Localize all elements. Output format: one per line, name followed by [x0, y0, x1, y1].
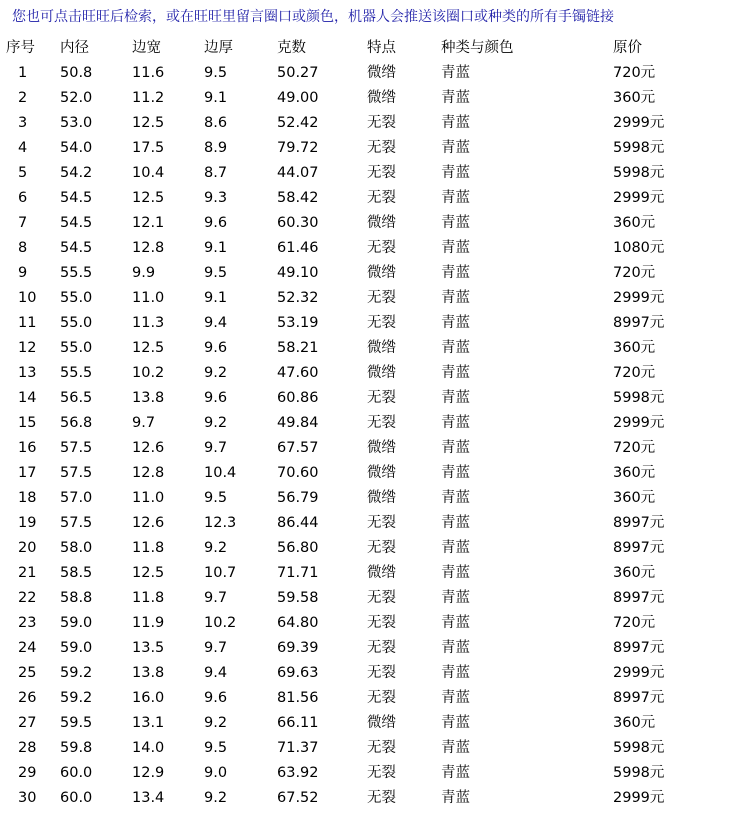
cell-price: 2999元: [613, 415, 665, 431]
cell-weight: 81.56: [277, 690, 319, 706]
cell-thickness: 9.4: [204, 315, 228, 331]
cell-thickness: 9.5: [204, 65, 228, 81]
cell-thickness: 9.3: [204, 190, 228, 206]
table-body: [0, 61, 700, 811]
cell-index: 8: [18, 240, 28, 256]
cell-price: 5998元: [613, 740, 665, 756]
cell-thickness: 10.7: [204, 565, 237, 581]
cell-feature: 无裂: [367, 165, 396, 181]
cell-index: 22: [18, 590, 37, 606]
cell-inner-diameter: 54.5: [60, 240, 93, 256]
cell-width: 11.2: [132, 90, 165, 106]
cell-index: 11: [18, 315, 37, 331]
cell-width: 11.0: [132, 490, 165, 506]
cell-thickness: 9.6: [204, 690, 228, 706]
notice-text: 您也可点击旺旺后检索，或在旺旺里留言圈口或颜色，机器人会推送该圈口或种类的所有手镯链接: [12, 9, 614, 25]
cell-width: 10.4: [132, 165, 165, 181]
cell-weight: 53.19: [277, 315, 319, 331]
cell-thickness: 9.7: [204, 590, 228, 606]
table-row: [0, 636, 700, 661]
cell-weight: 66.11: [277, 715, 319, 731]
cell-inner-diameter: 57.0: [60, 490, 93, 506]
bracelet-table: [0, 36, 700, 811]
cell-price: 8997元: [613, 690, 665, 706]
cell-width: 12.5: [132, 565, 165, 581]
cell-feature: 微绺: [367, 90, 396, 106]
cell-width: 11.6: [132, 65, 165, 81]
table-row: [0, 536, 700, 561]
cell-width: 17.5: [132, 140, 165, 156]
cell-width: 12.9: [132, 765, 165, 781]
cell-type-color: 青蓝: [441, 490, 470, 506]
table-row: [0, 561, 700, 586]
header-type-color: 种类与颜色: [441, 40, 514, 56]
cell-feature: 无裂: [367, 515, 396, 531]
cell-price: 8997元: [613, 540, 665, 556]
cell-inner-diameter: 57.5: [60, 515, 93, 531]
cell-inner-diameter: 57.5: [60, 465, 93, 481]
cell-feature: 无裂: [367, 390, 396, 406]
cell-weight: 44.07: [277, 165, 319, 181]
cell-weight: 58.42: [277, 190, 319, 206]
cell-width: 12.8: [132, 465, 165, 481]
cell-index: 3: [18, 115, 28, 131]
cell-type-color: 青蓝: [441, 90, 470, 106]
table-row: [0, 186, 700, 211]
cell-inner-diameter: 50.8: [60, 65, 93, 81]
cell-index: 12: [18, 340, 37, 356]
cell-thickness: 9.2: [204, 715, 228, 731]
cell-weight: 64.80: [277, 615, 319, 631]
cell-index: 26: [18, 690, 37, 706]
table-header: [0, 36, 700, 61]
cell-type-color: 青蓝: [441, 415, 470, 431]
cell-thickness: 9.7: [204, 640, 228, 656]
cell-feature: 无裂: [367, 690, 396, 706]
cell-feature: 微绺: [367, 215, 396, 231]
cell-index: 17: [18, 465, 37, 481]
cell-feature: 无裂: [367, 190, 396, 206]
cell-price: 360元: [613, 715, 656, 731]
cell-weight: 49.00: [277, 90, 319, 106]
table-row: [0, 486, 700, 511]
cell-width: 13.5: [132, 640, 165, 656]
cell-feature: 无裂: [367, 290, 396, 306]
table-row: [0, 336, 700, 361]
cell-feature: 无裂: [367, 740, 396, 756]
cell-thickness: 9.5: [204, 740, 228, 756]
cell-width: 12.6: [132, 515, 165, 531]
cell-type-color: 青蓝: [441, 465, 470, 481]
cell-feature: 无裂: [367, 665, 396, 681]
table-row: [0, 361, 700, 386]
cell-weight: 60.86: [277, 390, 319, 406]
cell-inner-diameter: 58.0: [60, 540, 93, 556]
cell-price: 720元: [613, 615, 656, 631]
cell-feature: 无裂: [367, 790, 396, 806]
cell-price: 2999元: [613, 190, 665, 206]
cell-weight: 79.72: [277, 140, 319, 156]
header-thickness: 边厚: [204, 40, 233, 56]
cell-weight: 52.42: [277, 115, 319, 131]
cell-feature: 微绺: [367, 465, 396, 481]
cell-inner-diameter: 59.2: [60, 665, 93, 681]
cell-index: 30: [18, 790, 37, 806]
table-row: [0, 86, 700, 111]
cell-type-color: 青蓝: [441, 790, 470, 806]
cell-index: 25: [18, 665, 37, 681]
cell-price: 8997元: [613, 640, 665, 656]
cell-width: 12.5: [132, 115, 165, 131]
cell-type-color: 青蓝: [441, 215, 470, 231]
cell-weight: 58.21: [277, 340, 319, 356]
cell-inner-diameter: 58.5: [60, 565, 93, 581]
table-row: [0, 511, 700, 536]
cell-price: 2999元: [613, 115, 665, 131]
cell-width: 11.8: [132, 540, 165, 556]
cell-thickness: 9.5: [204, 265, 228, 281]
cell-width: 12.6: [132, 440, 165, 456]
cell-feature: 无裂: [367, 615, 396, 631]
cell-index: 7: [18, 215, 28, 231]
cell-type-color: 青蓝: [441, 265, 470, 281]
cell-feature: 无裂: [367, 140, 396, 156]
table-row: [0, 586, 700, 611]
cell-type-color: 青蓝: [441, 390, 470, 406]
cell-type-color: 青蓝: [441, 140, 470, 156]
cell-width: 10.2: [132, 365, 165, 381]
cell-width: 11.3: [132, 315, 165, 331]
table-row: [0, 286, 700, 311]
cell-type-color: 青蓝: [441, 165, 470, 181]
cell-index: 5: [18, 165, 28, 181]
cell-price: 5998元: [613, 390, 665, 406]
cell-index: 24: [18, 640, 37, 656]
cell-inner-diameter: 55.0: [60, 340, 93, 356]
cell-thickness: 8.9: [204, 140, 228, 156]
cell-width: 12.1: [132, 215, 165, 231]
cell-thickness: 9.6: [204, 215, 228, 231]
cell-width: 12.5: [132, 340, 165, 356]
cell-weight: 56.79: [277, 490, 319, 506]
cell-feature: 微绺: [367, 565, 396, 581]
cell-price: 360元: [613, 90, 656, 106]
table-row: [0, 711, 700, 736]
cell-type-color: 青蓝: [441, 365, 470, 381]
table-row: [0, 161, 700, 186]
cell-index: 10: [18, 290, 37, 306]
cell-inner-diameter: 53.0: [60, 115, 93, 131]
cell-index: 23: [18, 615, 37, 631]
cell-thickness: 8.6: [204, 115, 228, 131]
cell-index: 6: [18, 190, 28, 206]
cell-thickness: 9.2: [204, 540, 228, 556]
cell-thickness: 9.4: [204, 665, 228, 681]
cell-index: 13: [18, 365, 37, 381]
cell-weight: 71.71: [277, 565, 319, 581]
cell-width: 13.8: [132, 665, 165, 681]
cell-type-color: 青蓝: [441, 665, 470, 681]
cell-width: 13.8: [132, 390, 165, 406]
cell-weight: 71.37: [277, 740, 319, 756]
cell-feature: 无裂: [367, 315, 396, 331]
cell-price: 1080元: [613, 240, 665, 256]
cell-width: 13.1: [132, 715, 165, 731]
cell-inner-diameter: 55.5: [60, 365, 93, 381]
cell-price: 5998元: [613, 140, 665, 156]
cell-thickness: 8.7: [204, 165, 228, 181]
cell-weight: 49.84: [277, 415, 319, 431]
cell-type-color: 青蓝: [441, 515, 470, 531]
cell-weight: 67.52: [277, 790, 319, 806]
cell-weight: 69.63: [277, 665, 319, 681]
cell-price: 360元: [613, 565, 656, 581]
cell-inner-diameter: 55.5: [60, 265, 93, 281]
header-price: 原价: [613, 40, 642, 56]
cell-index: 1: [18, 65, 28, 81]
cell-thickness: 9.2: [204, 790, 228, 806]
cell-width: 14.0: [132, 740, 165, 756]
table-row: [0, 111, 700, 136]
cell-price: 2999元: [613, 665, 665, 681]
cell-price: 360元: [613, 465, 656, 481]
cell-index: 16: [18, 440, 37, 456]
cell-type-color: 青蓝: [441, 190, 470, 206]
cell-price: 720元: [613, 65, 656, 81]
cell-type-color: 青蓝: [441, 540, 470, 556]
cell-inner-diameter: 52.0: [60, 90, 93, 106]
cell-price: 720元: [613, 440, 656, 456]
cell-index: 14: [18, 390, 37, 406]
cell-type-color: 青蓝: [441, 240, 470, 256]
cell-width: 9.7: [132, 415, 156, 431]
cell-feature: 无裂: [367, 640, 396, 656]
cell-price: 8997元: [613, 315, 665, 331]
cell-inner-diameter: 54.2: [60, 165, 93, 181]
table-row: [0, 436, 700, 461]
cell-width: 9.9: [132, 265, 156, 281]
cell-weight: 69.39: [277, 640, 319, 656]
cell-weight: 67.57: [277, 440, 319, 456]
cell-inner-diameter: 59.2: [60, 690, 93, 706]
cell-feature: 微绺: [367, 365, 396, 381]
cell-inner-diameter: 56.5: [60, 390, 93, 406]
header-feature: 特点: [367, 40, 396, 56]
cell-thickness: 9.1: [204, 290, 228, 306]
table-row: [0, 611, 700, 636]
table-row: [0, 686, 700, 711]
cell-price: 5998元: [613, 165, 665, 181]
cell-type-color: 青蓝: [441, 640, 470, 656]
header-weight: 克数: [277, 40, 306, 56]
cell-price: 360元: [613, 215, 656, 231]
cell-price: 2999元: [613, 290, 665, 306]
cell-price: 2999元: [613, 790, 665, 806]
cell-inner-diameter: 59.0: [60, 615, 93, 631]
cell-type-color: 青蓝: [441, 590, 470, 606]
cell-type-color: 青蓝: [441, 690, 470, 706]
cell-thickness: 9.2: [204, 365, 228, 381]
cell-type-color: 青蓝: [441, 340, 470, 356]
cell-width: 11.8: [132, 590, 165, 606]
cell-index: 27: [18, 715, 37, 731]
cell-thickness: 9.5: [204, 490, 228, 506]
table-row: [0, 136, 700, 161]
cell-feature: 微绺: [367, 490, 396, 506]
cell-feature: 无裂: [367, 540, 396, 556]
cell-weight: 52.32: [277, 290, 319, 306]
cell-index: 15: [18, 415, 37, 431]
table-row: [0, 661, 700, 686]
cell-index: 28: [18, 740, 37, 756]
cell-feature: 无裂: [367, 115, 396, 131]
cell-weight: 60.30: [277, 215, 319, 231]
cell-weight: 50.27: [277, 65, 319, 81]
cell-thickness: 9.7: [204, 440, 228, 456]
table-row: [0, 236, 700, 261]
cell-type-color: 青蓝: [441, 615, 470, 631]
table-row: [0, 261, 700, 286]
cell-index: 20: [18, 540, 37, 556]
cell-inner-diameter: 55.0: [60, 290, 93, 306]
cell-type-color: 青蓝: [441, 740, 470, 756]
cell-thickness: 12.3: [204, 515, 237, 531]
cell-width: 12.8: [132, 240, 165, 256]
cell-width: 13.4: [132, 790, 165, 806]
cell-thickness: 9.6: [204, 340, 228, 356]
cell-index: 18: [18, 490, 37, 506]
cell-type-color: 青蓝: [441, 315, 470, 331]
cell-weight: 56.80: [277, 540, 319, 556]
cell-type-color: 青蓝: [441, 565, 470, 581]
cell-type-color: 青蓝: [441, 65, 470, 81]
cell-type-color: 青蓝: [441, 440, 470, 456]
cell-feature: 微绺: [367, 265, 396, 281]
cell-price: 720元: [613, 365, 656, 381]
cell-feature: 无裂: [367, 240, 396, 256]
cell-feature: 微绺: [367, 715, 396, 731]
cell-type-color: 青蓝: [441, 765, 470, 781]
cell-thickness: 10.4: [204, 465, 237, 481]
cell-width: 11.0: [132, 290, 165, 306]
cell-price: 5998元: [613, 765, 665, 781]
cell-thickness: 10.2: [204, 615, 237, 631]
cell-thickness: 9.0: [204, 765, 228, 781]
cell-thickness: 9.6: [204, 390, 228, 406]
cell-feature: 无裂: [367, 415, 396, 431]
header-index: 序号: [6, 40, 35, 56]
table-row: [0, 736, 700, 761]
cell-feature: 微绺: [367, 65, 396, 81]
cell-price: 8997元: [613, 515, 665, 531]
table-row: [0, 386, 700, 411]
cell-price: 8997元: [613, 590, 665, 606]
cell-width: 11.9: [132, 615, 165, 631]
cell-index: 4: [18, 140, 28, 156]
cell-weight: 49.10: [277, 265, 319, 281]
cell-inner-diameter: 54.5: [60, 190, 93, 206]
cell-feature: 无裂: [367, 590, 396, 606]
cell-inner-diameter: 58.8: [60, 590, 93, 606]
table-row: [0, 761, 700, 786]
cell-feature: 微绺: [367, 440, 396, 456]
table-row: [0, 311, 700, 336]
cell-type-color: 青蓝: [441, 290, 470, 306]
cell-inner-diameter: 57.5: [60, 440, 93, 456]
cell-inner-diameter: 56.8: [60, 415, 93, 431]
cell-index: 21: [18, 565, 37, 581]
table-row: [0, 411, 700, 436]
cell-weight: 59.58: [277, 590, 319, 606]
cell-weight: 47.60: [277, 365, 319, 381]
cell-weight: 61.46: [277, 240, 319, 256]
table-row: [0, 461, 700, 486]
table-row: [0, 211, 700, 236]
cell-index: 29: [18, 765, 37, 781]
cell-type-color: 青蓝: [441, 115, 470, 131]
cell-inner-diameter: 55.0: [60, 315, 93, 331]
cell-width: 16.0: [132, 690, 165, 706]
table-row: [0, 786, 700, 811]
cell-price: 360元: [613, 340, 656, 356]
cell-thickness: 9.1: [204, 90, 228, 106]
cell-inner-diameter: 59.8: [60, 740, 93, 756]
header-row: [0, 36, 700, 61]
cell-width: 12.5: [132, 190, 165, 206]
cell-thickness: 9.2: [204, 415, 228, 431]
cell-inner-diameter: 59.0: [60, 640, 93, 656]
cell-index: 9: [18, 265, 28, 281]
table-row: [0, 61, 700, 86]
cell-inner-diameter: 60.0: [60, 790, 93, 806]
cell-feature: 微绺: [367, 340, 396, 356]
cell-weight: 70.60: [277, 465, 319, 481]
cell-index: 2: [18, 90, 28, 106]
cell-price: 360元: [613, 490, 656, 506]
cell-type-color: 青蓝: [441, 715, 470, 731]
header-width: 边宽: [132, 40, 161, 56]
cell-price: 720元: [613, 265, 656, 281]
cell-inner-diameter: 59.5: [60, 715, 93, 731]
header-inner-diameter: 内径: [60, 40, 89, 56]
cell-weight: 86.44: [277, 515, 319, 531]
cell-weight: 63.92: [277, 765, 319, 781]
cell-inner-diameter: 54.0: [60, 140, 93, 156]
cell-feature: 无裂: [367, 765, 396, 781]
cell-inner-diameter: 54.5: [60, 215, 93, 231]
cell-thickness: 9.1: [204, 240, 228, 256]
cell-index: 19: [18, 515, 37, 531]
cell-inner-diameter: 60.0: [60, 765, 93, 781]
